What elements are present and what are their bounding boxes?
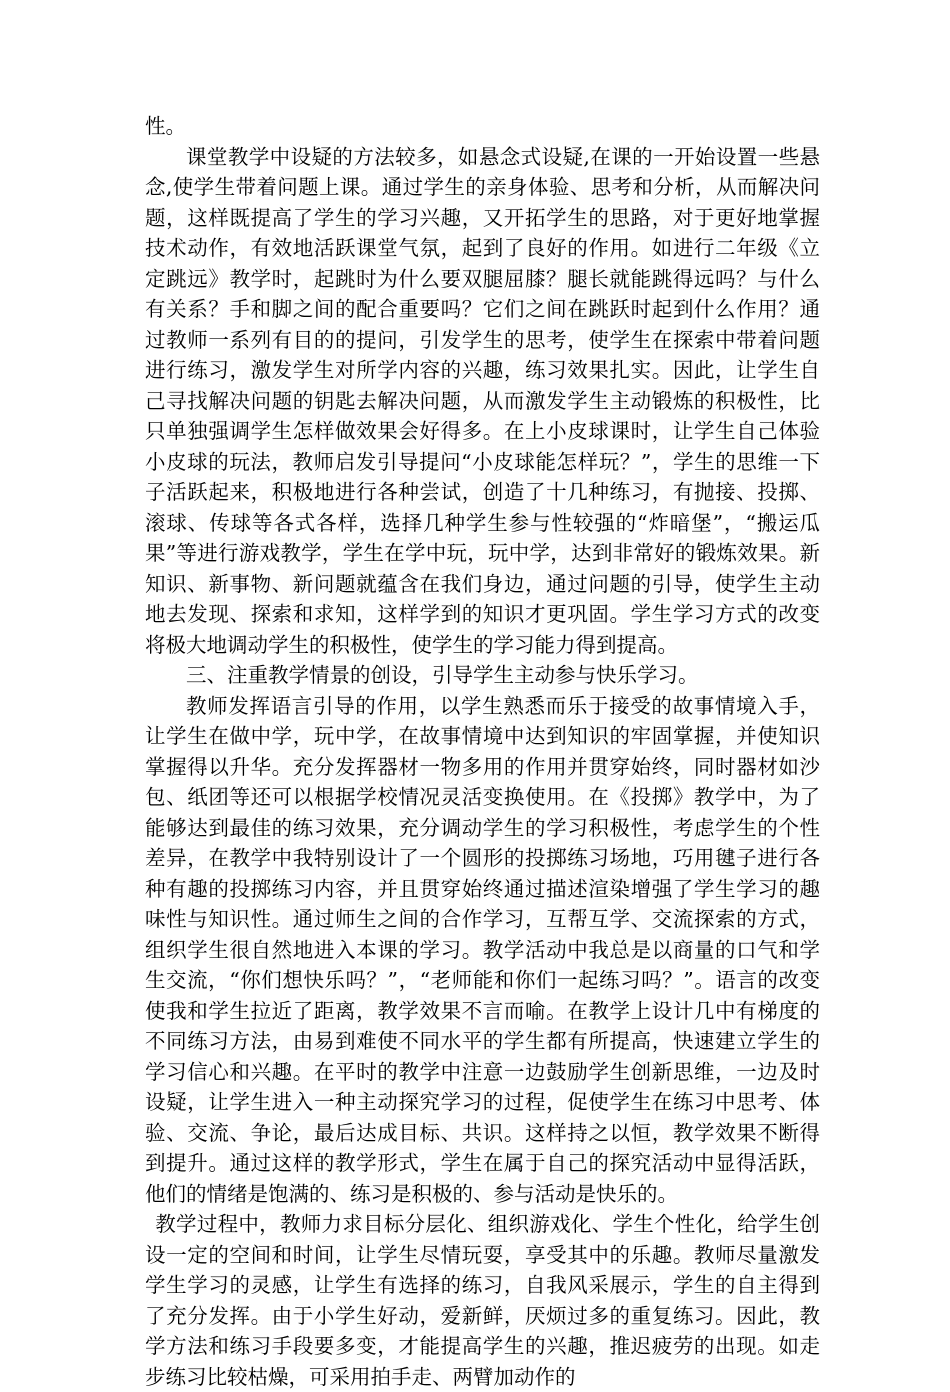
section-heading-three: 三、注重教学情景的创设，引导学生主动参与快乐学习。: [186, 663, 699, 687]
paragraph-continuation: 性。: [145, 114, 186, 138]
paragraph-teaching-scenario: 教师发挥语言引导的作用，以学生熟悉而乐于接受的故事情境入手，让学生在做中学，玩中学，在故事情境中达到知识的牢固掌握，并使知识掌握得以升华。充分发挥器材一物多用的作用并贯穿始终，同时器材如沙包、纸团等还可以根据学校情况灵活变换使用。在《投掷》教学中，为了能够达到最佳的练习效果，充分调动学生的学习积极性，考虑学生的个性差异，在教学中我特别设计了一个圆形的投掷练习场地，巧用毽子进行各种有趣的投掷练习内容，并且贯穿始终通过描述渲染增强了学生学习的趣味性与知识性。通过师生之间的合作学习，互帮互学、交流探索的方式，组织学生很自然地进入本课的学习。教学活动中我总是以商量的口气和学生交流，“你们想快乐吗？”，“老师能和你们一起练习吗？”。语言的改变使我和学生拉近了距离，教学效果不言而喻。在教学上设计几中有梯度的不同练习方法，由易到难使不同水平的学生都有所提高，快速建立学生的学习信心和兴趣。在平时的教学中注意一边鼓励学生创新思维，一边及时设疑，让学生进入一种主动探究学习的过程，促使学生在练习中思考、体验、交流、争论，最后达成目标、共识。这样持之以恒，教学效果不断得到提升。通过这样的教学形式，学生在属于自己的探究活动中显得活跃，他们的情绪是饱满的、练习是积极的、参与活动是快乐的。: [145, 693, 820, 1206]
document-body: [145, 111, 820, 1392]
paragraph-teaching-process: 教学过程中，教师力求目标分层化、组织游戏化、学生个性化，给学生创设一定的空间和时间，让学生尽情玩耍，享受其中的乐趣。教师尽量激发学生学习的灵感，让学生有选择的练习，自我风采展示，学生的自主得到了充分发挥。由于小学生好动，爱新鲜，厌烦过多的重复练习。因此，教学方法和练习手段要多变，才能提高学生的兴趣，推迟疲劳的出现。如走步练习比较枯燥，可采用拍手走、两臂加动作的: [145, 1212, 820, 1389]
paragraph-questioning-method: 课堂教学中设疑的方法较多，如悬念式设疑,在课的一开始设置一些悬念,使学生带着问题上课。通过学生的亲身体验、思考和分析，从而解决问题，这样既提高了学生的学习兴趣，又开拓学生的思路，对于更好地掌握技术动作，有效地活跃课堂气氛，起到了良好的作用。如进行二年级《立定跳远》教学时，起跳时为什么要双腿屈膝？腿长就能跳得远吗？与什么有关系？手和脚之间的配合重要吗？它们之间在跳跃时起到什么作用？通过教师一系列有目的的提问，引发学生的思考，使学生在探索中带着问题进行练习，激发学生对所学内容的兴趣，练习效果扎实。因此，让学生自己寻找解决问题的钥匙去解决问题，从而激发学生主动锻炼的积极性，比只单独强调学生怎样做效果会好得多。在上小皮球课时，让学生自己体验小皮球的玩法，教师启发引导提问“小皮球能怎样玩？”，学生的思维一下子活跃起来，积极地进行各种尝试，创造了十几种练习，有抛接、投掷、滚球、传球等各式各样，选择几种学生参与性较强的“炸暗堡”，“搬运瓜果”等进行游戏教学，学生在学中玩，玩中学，达到非常好的锻炼效果。新知识、新事物、新问题就蕴含在我们身边，通过问题的引导，使学生主动地去发现、探索和求知，这样学到的知识才更巩固。学生学习方式的改变将极大地调动学生的积极性，使学生的学习能力得到提高。: [145, 144, 820, 657]
